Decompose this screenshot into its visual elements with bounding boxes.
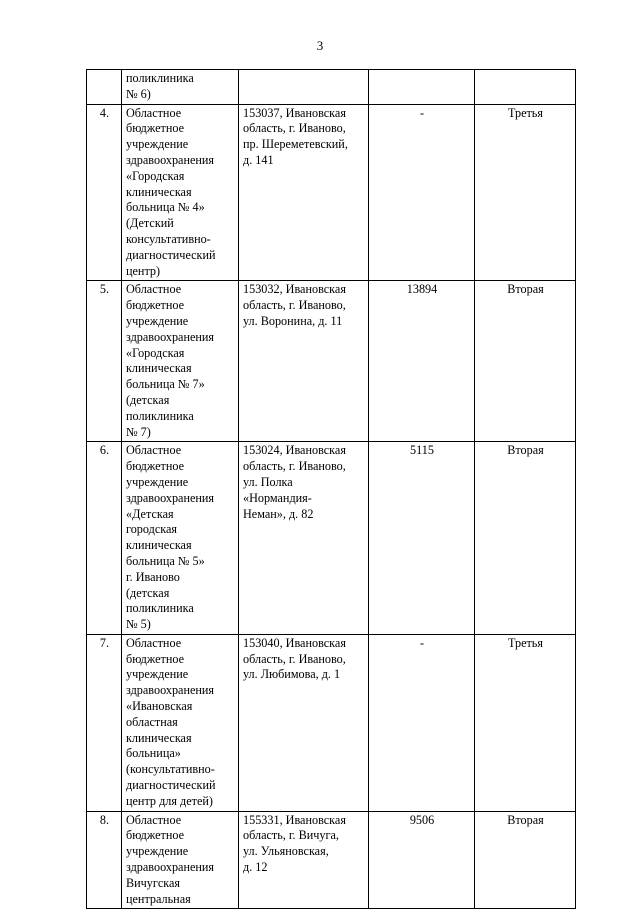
institution-name: Областное бюджетное учреждение здравоохранения «Детская городская клиническая больница № 5» г. Иваново (детская поликлиника № 5) <box>122 442 239 635</box>
row-number: 8. <box>87 811 122 909</box>
institution-code: 5115 <box>369 442 475 635</box>
institution-code: - <box>369 104 475 281</box>
institution-level: Вторая <box>475 442 576 635</box>
page-number: 3 <box>316 38 324 53</box>
institution-name: Областное бюджетное учреждение здравоохранения «Ивановская областная клиническая больница» (консультативно- диагностический центр для детей) <box>122 634 239 811</box>
table-row <box>87 442 576 635</box>
table-row <box>87 281 576 442</box>
institution-name: Областное бюджетное учреждение здравоохранения «Городская клиническая больница № 7» (детская поликлиника № 7) <box>122 281 239 442</box>
institution-name: Областное бюджетное учреждение здравоохранения «Городская клиническая больница № 4» (Детский консультативно- диагностический центр) <box>122 104 239 281</box>
institution-code: - <box>369 634 475 811</box>
institution-code: 13894 <box>369 281 475 442</box>
facilities-table <box>86 69 576 909</box>
institution-level: Вторая <box>475 811 576 909</box>
table-row <box>87 104 576 281</box>
institution-level: Третья <box>475 634 576 811</box>
institution-code: 9506 <box>369 811 475 909</box>
table-row <box>87 811 576 909</box>
institution-level <box>475 70 576 105</box>
institution-level: Вторая <box>475 281 576 442</box>
row-number: 7. <box>87 634 122 811</box>
institution-address: 153024, Ивановская область, г. Иваново, ул. Полка «Нормандия- Неман», д. 82 <box>239 442 369 635</box>
institution-address: 153037, Ивановская область, г. Иваново, пр. Шереметевский, д. 141 <box>239 104 369 281</box>
institution-address <box>239 70 369 105</box>
institution-name: Областное бюджетное учреждение здравоохранения Вичугская центральная <box>122 811 239 909</box>
row-number: 5. <box>87 281 122 442</box>
institution-address: 155331, Ивановская область, г. Вичуга, ул. Ульяновская, д. 12 <box>239 811 369 909</box>
institution-address: 153032, Ивановская область, г. Иваново, ул. Воронина, д. 11 <box>239 281 369 442</box>
table-row <box>87 70 576 105</box>
institution-name: поликлиника № 6) <box>122 70 239 105</box>
table-row <box>87 634 576 811</box>
row-number: 6. <box>87 442 122 635</box>
row-number <box>87 70 122 105</box>
institution-address: 153040, Ивановская область, г. Иваново, ул. Любимова, д. 1 <box>239 634 369 811</box>
row-number: 4. <box>87 104 122 281</box>
institution-level: Третья <box>475 104 576 281</box>
institution-code <box>369 70 475 105</box>
